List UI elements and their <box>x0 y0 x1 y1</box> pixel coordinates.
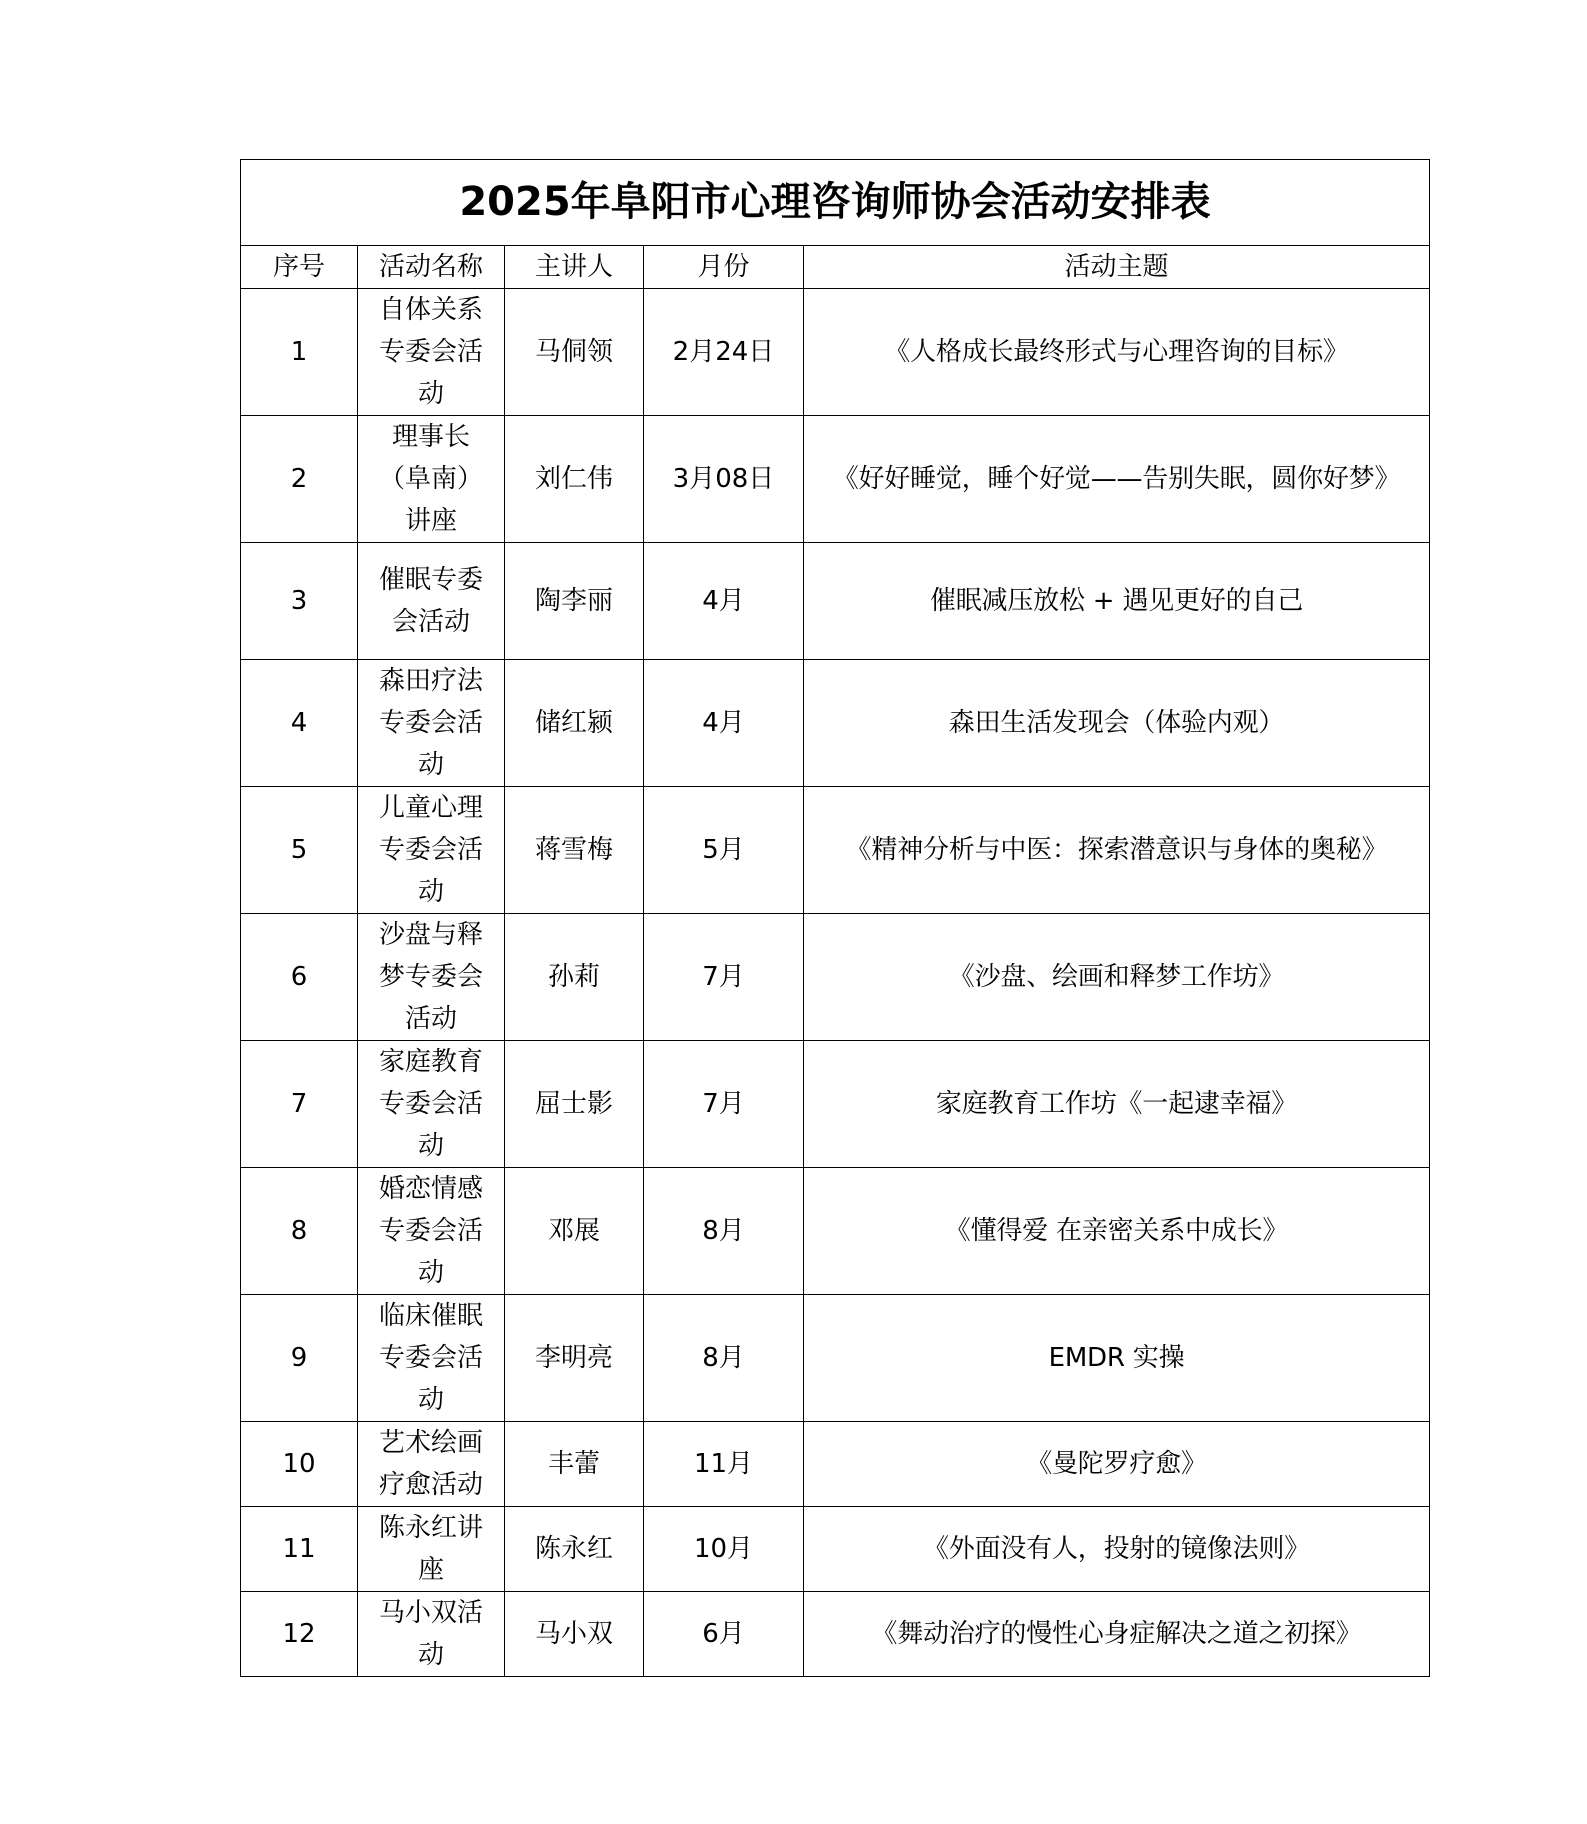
activity-name-text: 陈永红讲座 <box>378 1513 483 1585</box>
table-row <box>241 416 1430 543</box>
cell-month: 11月 <box>644 1422 804 1507</box>
cell-speaker: 蒋雪梅 <box>505 787 644 914</box>
cell-activity-name <box>358 1592 505 1677</box>
cell-no: 11 <box>241 1507 358 1592</box>
table-row <box>241 1592 1430 1677</box>
cell-activity-name <box>358 1507 505 1592</box>
activity-name-text: 自体关系专委会活动 <box>378 295 483 409</box>
cell-activity-name <box>358 660 505 787</box>
cell-activity-name <box>358 543 505 660</box>
cell-month: 4月 <box>644 660 804 787</box>
cell-no: 4 <box>241 660 358 787</box>
activity-name-text: 马小双活动 <box>378 1598 483 1670</box>
cell-topic: 《人格成长最终形式与心理咨询的目标》 <box>804 289 1430 416</box>
cell-topic: 《懂得爱 在亲密关系中成长》 <box>804 1168 1430 1295</box>
cell-topic: 《曼陀罗疗愈》 <box>804 1422 1430 1507</box>
activity-name-text: 森田疗法专委会活动 <box>378 666 483 780</box>
cell-activity-name <box>358 289 505 416</box>
activity-name-text: 理事长（阜南）讲座 <box>378 422 483 536</box>
cell-topic: 《外面没有人，投射的镜像法则》 <box>804 1507 1430 1592</box>
cell-speaker: 刘仁伟 <box>505 416 644 543</box>
header-topic: 活动主题 <box>804 246 1430 289</box>
cell-topic: 家庭教育工作坊《一起逮幸福》 <box>804 1041 1430 1168</box>
activity-name-text: 婚恋情感专委会活动 <box>378 1174 483 1288</box>
header-speaker: 主讲人 <box>505 246 644 289</box>
cell-month: 10月 <box>644 1507 804 1592</box>
cell-month: 8月 <box>644 1168 804 1295</box>
cell-topic: 《精神分析与中医：探索潜意识与身体的奥秘》 <box>804 787 1430 914</box>
cell-activity-name <box>358 1422 505 1507</box>
cell-activity-name <box>358 1041 505 1168</box>
cell-month: 8月 <box>644 1295 804 1422</box>
cell-month: 4月 <box>644 543 804 660</box>
header-row <box>241 246 1430 289</box>
activity-name-text: 临床催眠专委会活动 <box>378 1301 483 1415</box>
cell-activity-name <box>358 1295 505 1422</box>
activity-name-text: 艺术绘画疗愈活动 <box>378 1428 483 1500</box>
cell-month: 7月 <box>644 914 804 1041</box>
cell-no: 3 <box>241 543 358 660</box>
cell-month: 2月24日 <box>644 289 804 416</box>
table-row <box>241 1422 1430 1507</box>
activity-schedule-table <box>240 159 1430 1677</box>
cell-month: 7月 <box>644 1041 804 1168</box>
table-row <box>241 914 1430 1041</box>
activity-name-text: 沙盘与释梦专委会活动 <box>378 920 483 1034</box>
header-no: 序号 <box>241 246 358 289</box>
cell-month: 6月 <box>644 1592 804 1677</box>
cell-no: 12 <box>241 1592 358 1677</box>
cell-no: 9 <box>241 1295 358 1422</box>
table-row <box>241 1041 1430 1168</box>
cell-activity-name <box>358 787 505 914</box>
cell-topic: 森田生活发现会（体验内观） <box>804 660 1430 787</box>
cell-no: 2 <box>241 416 358 543</box>
table-row <box>241 1507 1430 1592</box>
table-row <box>241 660 1430 787</box>
cell-no: 1 <box>241 289 358 416</box>
cell-no: 5 <box>241 787 358 914</box>
document-page <box>240 159 1430 1677</box>
cell-topic: EMDR 实操 <box>804 1295 1430 1422</box>
cell-topic: 《好好睡觉，睡个好觉——告别失眠，圆你好梦》 <box>804 416 1430 543</box>
activity-name-text: 催眠专委会活动 <box>378 565 483 637</box>
cell-speaker: 李明亮 <box>505 1295 644 1422</box>
cell-topic: 催眠减压放松 + 遇见更好的自己 <box>804 543 1430 660</box>
cell-activity-name <box>358 1168 505 1295</box>
cell-topic: 《沙盘、绘画和释梦工作坊》 <box>804 914 1430 1041</box>
header-activity-name: 活动名称 <box>358 246 505 289</box>
cell-speaker: 丰蕾 <box>505 1422 644 1507</box>
table-row <box>241 543 1430 660</box>
cell-speaker: 马侗领 <box>505 289 644 416</box>
activity-name-text: 儿童心理专委会活动 <box>378 793 483 907</box>
table-row <box>241 787 1430 914</box>
cell-speaker: 陶李丽 <box>505 543 644 660</box>
cell-no: 7 <box>241 1041 358 1168</box>
header-month: 月份 <box>644 246 804 289</box>
cell-speaker: 储红颍 <box>505 660 644 787</box>
cell-no: 10 <box>241 1422 358 1507</box>
activity-name-text: 家庭教育专委会活动 <box>378 1047 483 1161</box>
table-row <box>241 1168 1430 1295</box>
cell-activity-name <box>358 914 505 1041</box>
cell-activity-name <box>358 416 505 543</box>
cell-month: 3月08日 <box>644 416 804 543</box>
cell-speaker: 邓展 <box>505 1168 644 1295</box>
cell-month: 5月 <box>644 787 804 914</box>
table-row <box>241 1295 1430 1422</box>
cell-no: 6 <box>241 914 358 1041</box>
cell-speaker: 马小双 <box>505 1592 644 1677</box>
cell-speaker: 陈永红 <box>505 1507 644 1592</box>
table-row <box>241 289 1430 416</box>
table-title: 2025年阜阳市心理咨询师协会活动安排表 <box>241 160 1430 246</box>
cell-topic: 《舞动治疗的慢性心身症解决之道之初探》 <box>804 1592 1430 1677</box>
cell-speaker: 屈士影 <box>505 1041 644 1168</box>
cell-speaker: 孙莉 <box>505 914 644 1041</box>
cell-no: 8 <box>241 1168 358 1295</box>
